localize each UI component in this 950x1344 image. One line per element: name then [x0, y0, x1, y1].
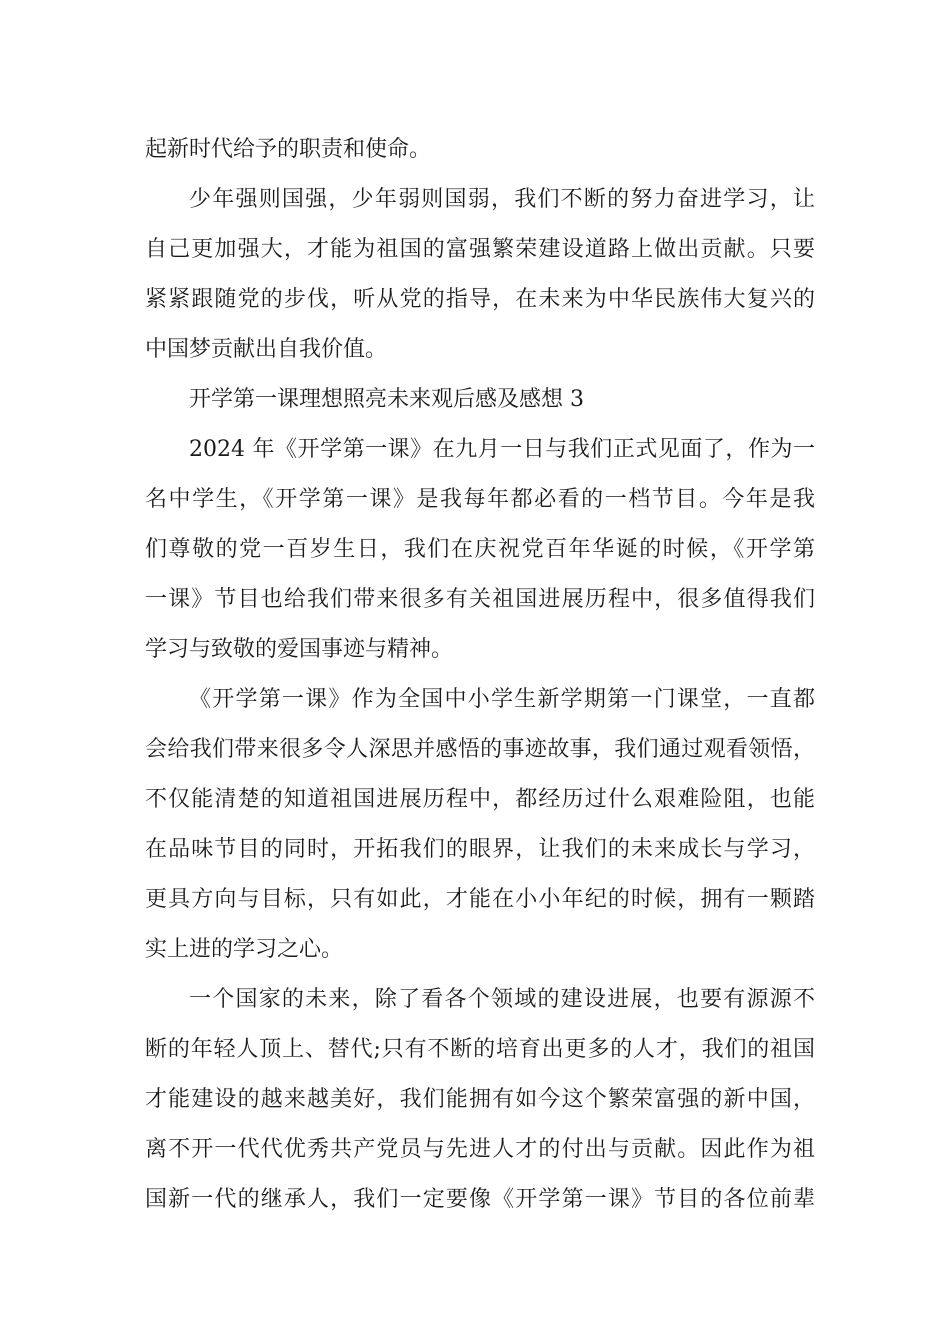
text-line: 实上进的学习之心。 — [145, 937, 344, 962]
text-line: 国新一代的继承人，我们一定要像《开学第一课》节目的各位前辈 — [145, 1187, 815, 1212]
text-line: 紧紧跟随党的步伐，听从党的指导，在未来为中华民族伟大复兴的 — [145, 287, 815, 312]
text-line: 断的年轻人顶上、替代;只有不断的培育出更多的人才，我们的祖国 — [145, 1037, 815, 1062]
text-line: 更具方向与目标，只有如此，才能在小小年纪的时候，拥有一颗踏 — [145, 887, 815, 912]
text-line: 会给我们带来很多令人深思并感悟的事迹故事，我们通过观看领悟， — [145, 737, 815, 762]
section-heading: 开学第一课理想照亮未来观后感及感想 3 — [189, 387, 584, 412]
paragraph-first-line: 一个国家的未来，除了看各个领域的建设进展，也要有源源不 — [189, 987, 815, 1012]
text-line: 才能建设的越来越美好，我们能拥有如今这个繁荣富强的新中国， — [145, 1087, 815, 1112]
text-line: 学习与致敬的爱国事迹与精神。 — [145, 637, 454, 662]
text-line: 名中学生，《开学第一课》是我每年都必看的一档节目。今年是我 — [145, 487, 815, 512]
text-line: 离不开一代代优秀共产党员与先进人才的付出与贡献。因此作为祖 — [145, 1137, 815, 1162]
text-line: 不仅能清楚的知道祖国进展历程中，都经历过什么艰难险阻，也能 — [145, 787, 815, 812]
text-line: 一课》节目也给我们带来很多有关祖国进展历程中，很多值得我们 — [145, 587, 815, 612]
paragraph-first-line: 《开学第一课》作为全国中小学生新学期第一门课堂，一直都 — [189, 687, 815, 712]
text-line: 中国梦贡献出自我价值。 — [145, 337, 388, 362]
paragraph-first-line: 2024 年《开学第一课》在九月一日与我们正式见面了，作为一 — [189, 437, 815, 462]
text-line: 起新时代给予的职责和使命。 — [145, 137, 432, 162]
text-line: 自己更加强大，才能为祖国的富强繁荣建设道路上做出贡献。只要 — [145, 237, 815, 262]
text-line: 们尊敬的党一百岁生日，我们在庆祝党百年华诞的时候，《开学第 — [145, 537, 815, 562]
paragraph-first-line: 少年强则国强，少年弱则国弱，我们不断的努力奋进学习，让 — [189, 187, 815, 212]
text-line: 在品味节目的同时，开拓我们的眼界，让我们的未来成长与学习， — [145, 837, 815, 862]
